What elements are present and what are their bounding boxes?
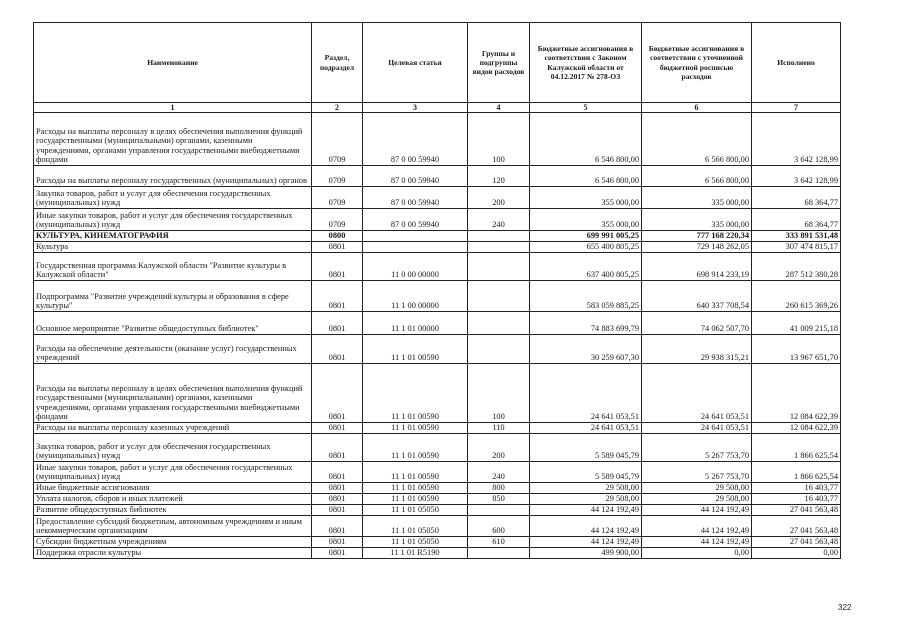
row-executed: 41 009 215,18 — [752, 312, 841, 335]
header-groups: Группы и подгруппы видов расходов — [468, 23, 530, 103]
row-group: 600 — [468, 516, 530, 537]
row-law-allocation: 355 000,00 — [530, 209, 642, 231]
column-number: 7 — [752, 103, 841, 113]
row-executed: 287 512 380,28 — [752, 253, 841, 281]
row-article: 11 1 01 00590 — [363, 462, 468, 483]
column-number: 6 — [642, 103, 752, 113]
row-list-allocation: 29 508,00 — [642, 483, 752, 494]
row-article: 11 1 01 05050 — [363, 537, 468, 548]
row-law-allocation: 6 546 800,00 — [530, 166, 642, 187]
table-row — [34, 434, 841, 462]
header-article: Целевая статья — [363, 23, 468, 103]
column-number: 5 — [530, 103, 642, 113]
row-article: 11 1 00 00000 — [363, 281, 468, 312]
row-name: Иные бюджетные ассигнования — [34, 483, 312, 494]
row-group: 200 — [468, 187, 530, 209]
row-group — [468, 281, 530, 312]
row-article: 11 1 01 00590 — [363, 434, 468, 462]
row-law-allocation: 44 124 192,49 — [530, 516, 642, 537]
row-law-allocation: 24 641 053,51 — [530, 364, 642, 423]
row-executed: 260 615 369,26 — [752, 281, 841, 312]
header-name: Наименование — [34, 23, 312, 103]
row-law-allocation: 5 589 045,79 — [530, 434, 642, 462]
row-group: 800 — [468, 483, 530, 494]
row-name: Предоставление субсидий бюджетным, автономным учреждениям и иным некоммерческим организациям — [34, 516, 312, 537]
row-name: Расходы на выплаты персоналу государственных (муниципальных) органов — [34, 166, 312, 187]
row-section: 0801 — [312, 281, 363, 312]
row-law-allocation: 583 059 885,25 — [530, 281, 642, 312]
row-group — [468, 335, 530, 364]
row-section: 0801 — [312, 364, 363, 423]
row-executed: 3 642 128,99 — [752, 113, 841, 166]
table-row — [34, 242, 841, 253]
row-group — [468, 253, 530, 281]
row-section: 0709 — [312, 113, 363, 166]
row-name: Иные закупки товаров, работ и услуг для обеспечения государственных (муниципальных) нужд — [34, 462, 312, 483]
row-executed: 16 403,77 — [752, 494, 841, 505]
row-list-allocation: 640 337 708,54 — [642, 281, 752, 312]
row-list-allocation: 24 641 053,51 — [642, 364, 752, 423]
column-number: 4 — [468, 103, 530, 113]
row-group: 120 — [468, 166, 530, 187]
row-executed: 1 866 625,54 — [752, 462, 841, 483]
row-article: 11 1 01 00000 — [363, 312, 468, 335]
table-row — [34, 281, 841, 312]
row-article: 11 0 00 00000 — [363, 253, 468, 281]
header-executed: Исполнено — [752, 23, 841, 103]
header-section: Раздел, подраздел — [312, 23, 363, 103]
table-row — [34, 231, 841, 242]
row-group: 610 — [468, 537, 530, 548]
row-group — [468, 548, 530, 559]
row-article: 11 1 01 00590 — [363, 423, 468, 434]
row-group: 100 — [468, 364, 530, 423]
row-group: 100 — [468, 113, 530, 166]
column-number: 1 — [34, 103, 312, 113]
row-name: КУЛЬТУРА, КИНЕМАТОГРАФИЯ — [34, 231, 312, 242]
row-list-allocation: 44 124 192,49 — [642, 516, 752, 537]
row-name: Расходы на выплаты персоналу в целях обеспечения выполнения функций государственными (муниципальными) органами, казенными учреждениями, органами управления государственными внебюджетными фондами — [34, 364, 312, 423]
row-article — [363, 231, 468, 242]
table-row — [34, 483, 841, 494]
row-law-allocation: 655 400 805,25 — [530, 242, 642, 253]
row-name: Поддержка отрасли культуры — [34, 548, 312, 559]
table-row — [34, 537, 841, 548]
row-section: 0709 — [312, 166, 363, 187]
row-article: 11 1 01 00590 — [363, 494, 468, 505]
row-section: 0709 — [312, 187, 363, 209]
page-number: 322 — [838, 603, 852, 612]
row-group: 110 — [468, 423, 530, 434]
table-row — [34, 253, 841, 281]
table-row — [34, 494, 841, 505]
row-name: Закупка товаров, работ и услуг для обеспечения государственных (муниципальных) нужд — [34, 434, 312, 462]
row-executed: 27 041 563,48 — [752, 537, 841, 548]
budget-table — [33, 22, 841, 559]
row-law-allocation: 5 589 045,79 — [530, 462, 642, 483]
row-group: 850 — [468, 494, 530, 505]
row-article: 11 1 01 05050 — [363, 505, 468, 516]
row-section: 0709 — [312, 209, 363, 231]
row-section: 0801 — [312, 253, 363, 281]
row-name: Расходы на выплаты персоналу в целях обеспечения выполнения функций государственными (муниципальными) органами, казенными учреждениями, органами управления государственными внебюджетными фондами — [34, 113, 312, 166]
row-section: 0800 — [312, 231, 363, 242]
header-row — [34, 23, 841, 103]
row-executed: 68 364,77 — [752, 187, 841, 209]
table-row — [34, 312, 841, 335]
row-group: 200 — [468, 434, 530, 462]
row-list-allocation: 29 508,00 — [642, 494, 752, 505]
row-list-allocation: 729 148 262,05 — [642, 242, 752, 253]
row-article: 87 0 00 59940 — [363, 209, 468, 231]
table-row — [34, 516, 841, 537]
row-list-allocation: 5 267 753,70 — [642, 462, 752, 483]
row-executed: 1 866 625,54 — [752, 434, 841, 462]
row-list-allocation: 335 000,00 — [642, 187, 752, 209]
row-article: 11 1 01 00590 — [363, 364, 468, 423]
row-section: 0801 — [312, 494, 363, 505]
row-name: Расходы на выплаты персоналу казенных учреждений — [34, 423, 312, 434]
header-law-allocation: Бюджетные ассигнования в соответствии с Законом Калужской области от 04.12.2017 № 278-ОЗ — [530, 23, 642, 103]
row-name: Подпрограмма "Развитие учреждений культуры и образования в сфере культуры" — [34, 281, 312, 312]
row-law-allocation: 6 546 800,00 — [530, 113, 642, 166]
row-law-allocation: 637 400 805,25 — [530, 253, 642, 281]
row-list-allocation: 44 124 192,49 — [642, 537, 752, 548]
column-number: 3 — [363, 103, 468, 113]
table-row — [34, 548, 841, 559]
row-section: 0801 — [312, 483, 363, 494]
row-law-allocation: 24 641 053,51 — [530, 423, 642, 434]
row-list-allocation: 0,00 — [642, 548, 752, 559]
row-executed: 68 364,77 — [752, 209, 841, 231]
row-list-allocation: 6 566 800,00 — [642, 166, 752, 187]
row-name: Расходы на обеспечение деятельности (оказание услуг) государственных учреждений — [34, 335, 312, 364]
row-list-allocation: 6 566 800,00 — [642, 113, 752, 166]
row-executed: 27 041 563,48 — [752, 505, 841, 516]
row-executed: 27 041 563,48 — [752, 516, 841, 537]
table-row — [34, 462, 841, 483]
row-name: Культура — [34, 242, 312, 253]
row-executed: 3 642 128,99 — [752, 166, 841, 187]
row-executed: 12 084 622,39 — [752, 364, 841, 423]
row-list-allocation: 335 000,00 — [642, 209, 752, 231]
row-group — [468, 242, 530, 253]
row-list-allocation: 29 938 315,21 — [642, 335, 752, 364]
row-section: 0801 — [312, 423, 363, 434]
row-article: 11 1 01 00590 — [363, 335, 468, 364]
row-group — [468, 312, 530, 335]
row-executed: 0,00 — [752, 548, 841, 559]
row-article: 87 0 00 59940 — [363, 166, 468, 187]
row-group — [468, 505, 530, 516]
row-list-allocation: 24 641 053,51 — [642, 423, 752, 434]
row-section: 0801 — [312, 242, 363, 253]
row-law-allocation: 44 124 192,49 — [530, 505, 642, 516]
header-list-allocation: Бюджетные ассигнования в соответствии с уточненной бюджетной росписью расходов — [642, 23, 752, 103]
row-article: 87 0 00 59940 — [363, 187, 468, 209]
row-name: Основное мероприятие "Развитие общедоступных библиотек" — [34, 312, 312, 335]
row-group — [468, 231, 530, 242]
row-section: 0801 — [312, 312, 363, 335]
row-name: Государственная программа Калужской области "Развитие культуры в Калужской области" — [34, 253, 312, 281]
row-list-allocation: 44 124 192,49 — [642, 505, 752, 516]
row-group: 240 — [468, 209, 530, 231]
row-name: Иные закупки товаров, работ и услуг для обеспечения государственных (муниципальных) нужд — [34, 209, 312, 231]
row-executed: 13 967 651,70 — [752, 335, 841, 364]
row-section: 0801 — [312, 462, 363, 483]
row-executed: 16 403,77 — [752, 483, 841, 494]
row-article: 11 1 01 05050 — [363, 516, 468, 537]
table-row — [34, 113, 841, 166]
table-body — [34, 113, 841, 559]
table-row — [34, 335, 841, 364]
row-article: 11 1 01 00590 — [363, 483, 468, 494]
row-name: Субсидии бюджетным учреждениям — [34, 537, 312, 548]
table-row — [34, 505, 841, 516]
row-executed: 333 891 531,48 — [752, 231, 841, 242]
table-row — [34, 187, 841, 209]
row-section: 0801 — [312, 505, 363, 516]
row-law-allocation: 74 883 699,79 — [530, 312, 642, 335]
row-list-allocation: 698 914 233,19 — [642, 253, 752, 281]
row-law-allocation: 29 508,00 — [530, 494, 642, 505]
row-list-allocation: 777 168 220,34 — [642, 231, 752, 242]
row-list-allocation: 5 267 753,70 — [642, 434, 752, 462]
row-law-allocation: 30 259 607,30 — [530, 335, 642, 364]
row-name: Развитие общедоступных библиотек — [34, 505, 312, 516]
row-law-allocation: 29 508,00 — [530, 483, 642, 494]
row-executed: 12 084 622,39 — [752, 423, 841, 434]
table-row — [34, 364, 841, 423]
row-article: 87 0 00 59940 — [363, 113, 468, 166]
row-article: 11 1 01 R5190 — [363, 548, 468, 559]
table-row — [34, 423, 841, 434]
row-name: Уплата налогов, сборов и иных платежей — [34, 494, 312, 505]
row-law-allocation: 44 124 192,49 — [530, 537, 642, 548]
row-section: 0801 — [312, 335, 363, 364]
row-law-allocation: 499 900,00 — [530, 548, 642, 559]
row-executed: 307 474 815,17 — [752, 242, 841, 253]
row-section: 0801 — [312, 537, 363, 548]
row-section: 0801 — [312, 548, 363, 559]
row-group: 240 — [468, 462, 530, 483]
row-law-allocation: 699 991 005,25 — [530, 231, 642, 242]
column-number-row — [34, 103, 841, 113]
row-law-allocation: 355 000,00 — [530, 187, 642, 209]
row-section: 0801 — [312, 434, 363, 462]
row-article — [363, 242, 468, 253]
row-list-allocation: 74 062 507,70 — [642, 312, 752, 335]
table-row — [34, 209, 841, 231]
table-row — [34, 166, 841, 187]
row-section: 0801 — [312, 516, 363, 537]
column-number: 2 — [312, 103, 363, 113]
row-name: Закупка товаров, работ и услуг для обеспечения государственных (муниципальных) нужд — [34, 187, 312, 209]
